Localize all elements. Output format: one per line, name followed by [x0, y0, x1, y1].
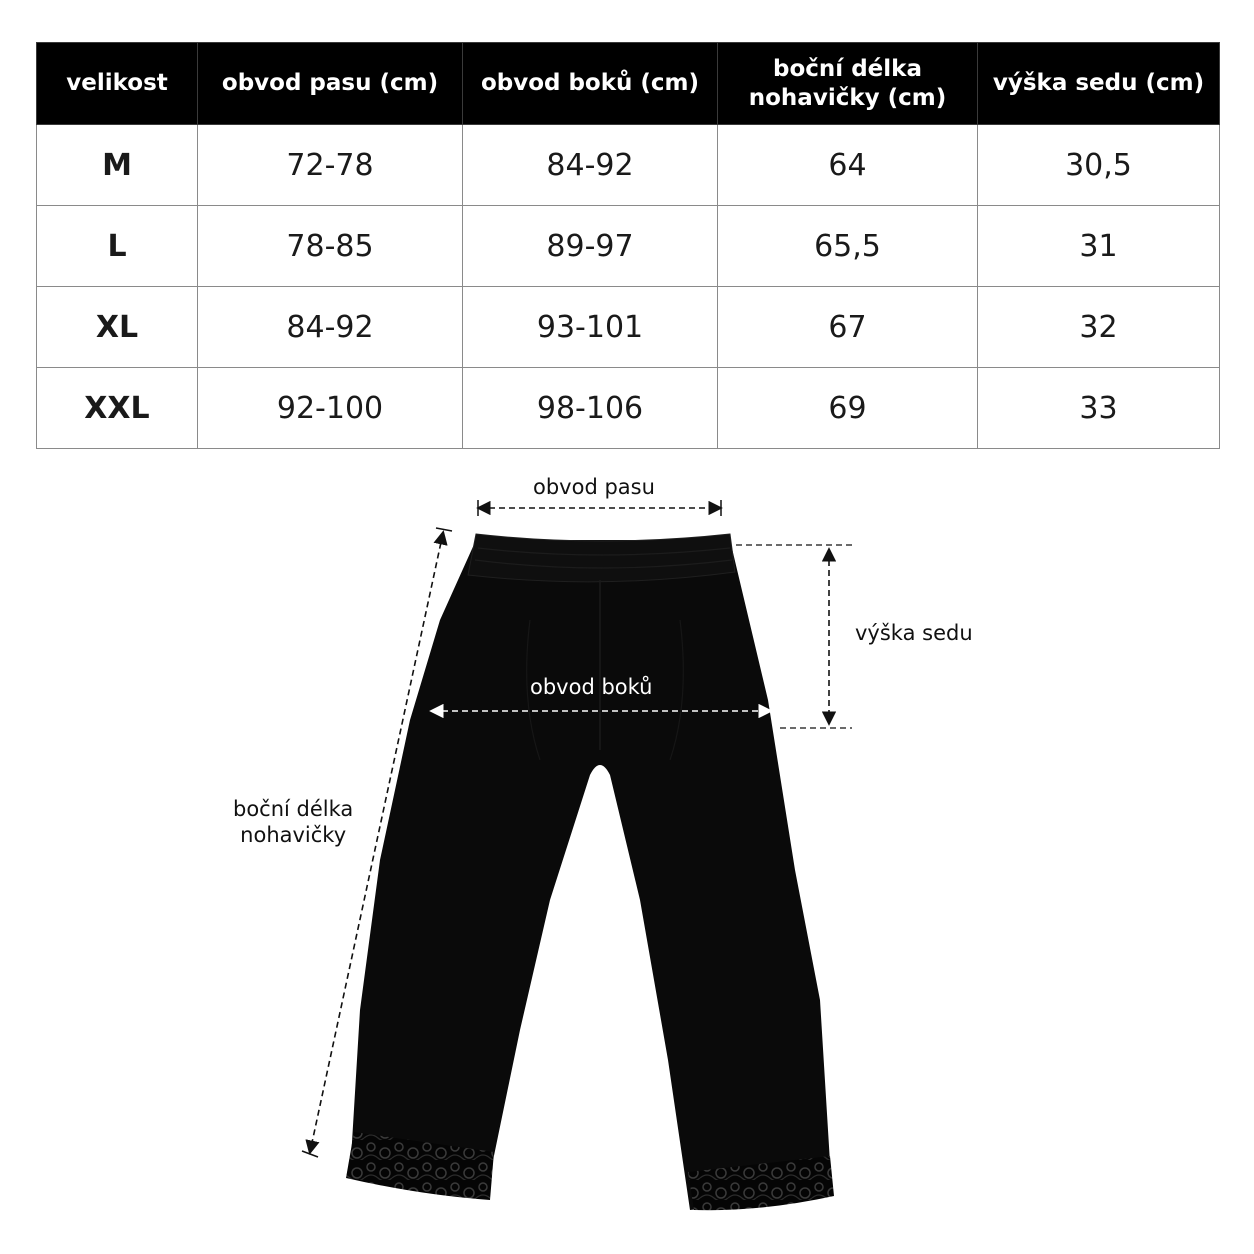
header-leg-length [718, 43, 978, 125]
table-row [37, 287, 1220, 368]
leg-length-label [233, 797, 353, 847]
table-row [37, 206, 1220, 287]
leg-length-cell: 65,5 [718, 206, 978, 287]
size-cell: M [37, 125, 198, 206]
rise-cell: 33 [978, 368, 1220, 449]
leg-length-cell: 67 [718, 287, 978, 368]
measurement-diagram [0, 460, 1254, 1254]
leg-length-label-line1: boční délka [233, 797, 354, 821]
waist-cell: 72-78 [198, 125, 463, 206]
rise-cell: 32 [978, 287, 1220, 368]
table-header-row [37, 43, 1220, 125]
table-row [37, 368, 1220, 449]
header-waist: obvod pasu (cm) [198, 43, 463, 125]
waistband [468, 534, 735, 582]
size-cell: XL [37, 287, 198, 368]
header-rise: výška sedu (cm) [978, 43, 1220, 125]
waist-label: obvod pasu [533, 475, 655, 499]
rise-cell: 30,5 [978, 125, 1220, 206]
header-hips: obvod boků (cm) [463, 43, 718, 125]
size-cell: XXL [37, 368, 198, 449]
table-row [37, 125, 1220, 206]
hips-cell: 93-101 [463, 287, 718, 368]
pants-shape [350, 540, 832, 1210]
rise-label: výška sedu [855, 621, 973, 645]
hips-cell: 84-92 [463, 125, 718, 206]
waist-cell: 78-85 [198, 206, 463, 287]
pants-illustration [0, 460, 1254, 1254]
waist-cell: 92-100 [198, 368, 463, 449]
header-leg-length-text: boční délka nohavičky (cm) [748, 55, 947, 111]
leg-length-label-line2: nohavičky [240, 823, 347, 847]
header-size: velikost [37, 43, 198, 125]
leg-length-cell: 69 [718, 368, 978, 449]
hip-label: obvod boků [530, 675, 653, 699]
leg-length-cell: 64 [718, 125, 978, 206]
hips-cell: 89-97 [463, 206, 718, 287]
waist-cell: 84-92 [198, 287, 463, 368]
size-chart-table [36, 42, 1220, 449]
size-cell: L [37, 206, 198, 287]
hips-cell: 98-106 [463, 368, 718, 449]
rise-cell: 31 [978, 206, 1220, 287]
